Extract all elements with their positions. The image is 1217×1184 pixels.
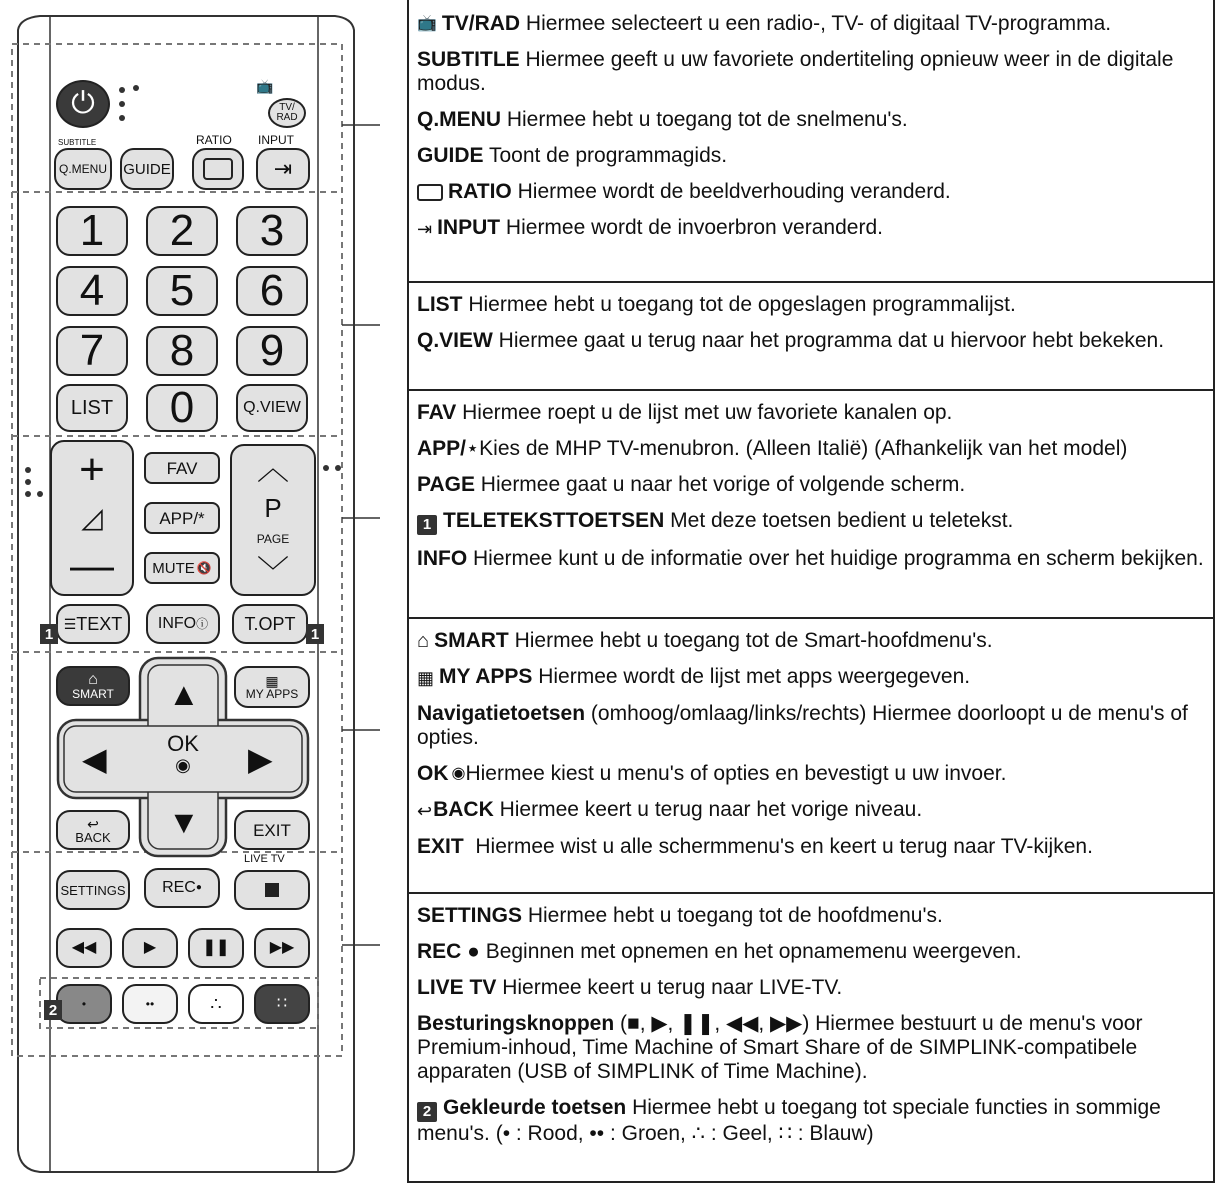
guide-button[interactable]: GUIDE bbox=[120, 148, 174, 190]
entry-input: ⇥ INPUT Hiermee wordt de invoerbron veranderd. bbox=[417, 216, 883, 240]
nav-down-button[interactable]: ▼ bbox=[168, 804, 200, 840]
volume-rocker[interactable] bbox=[50, 440, 134, 596]
record-dot-icon: ● bbox=[195, 882, 202, 893]
mute-icon: 🔇 bbox=[196, 561, 212, 575]
ratio-icon bbox=[417, 184, 443, 201]
app-button[interactable]: APP/* bbox=[144, 502, 220, 534]
entry-exit: EXIT Hiermee wist u alle schermmenu's en keert u terug naar TV-kijken. bbox=[417, 834, 1093, 858]
entry-ok: OK ◉Hiermee kiest u menu's of opties en bevestigt u uw invoer. bbox=[417, 761, 1007, 785]
rewind-icon: ◀◀ bbox=[71, 939, 97, 956]
settings-button[interactable]: SETTINGS bbox=[56, 870, 130, 910]
input-icon: ⇥ bbox=[273, 156, 293, 181]
tv-radio-button[interactable]: TV/ RAD bbox=[268, 98, 306, 128]
text-icon: ☰ bbox=[63, 616, 77, 632]
fast-forward-icon: ▶▶ bbox=[269, 939, 295, 956]
back-label: BACK bbox=[75, 829, 111, 845]
chevron-up-icon: ︿ bbox=[256, 449, 289, 486]
color-keys-marker: 2 bbox=[44, 1000, 62, 1020]
section-list-buttons bbox=[409, 283, 1213, 391]
yellow-button[interactable] bbox=[188, 984, 244, 1024]
grid-icon: ▦ bbox=[265, 673, 279, 689]
stop-icon bbox=[265, 883, 279, 897]
mute-button[interactable] bbox=[144, 552, 220, 584]
blue-button[interactable] bbox=[254, 984, 310, 1024]
subtitle-label: SUBTITLE bbox=[58, 138, 97, 147]
two-dots-icon: •• bbox=[145, 997, 155, 1011]
back-icon: ↩ bbox=[417, 800, 433, 821]
teletext-marker-left: 1 bbox=[40, 624, 58, 644]
back-button[interactable] bbox=[56, 810, 130, 850]
entry-subtitle: SUBTITLE Hiermee geeft u uw favoriete ondertiteling opnieuw weer in de digitale modus. bbox=[417, 48, 1174, 96]
rec-label: REC bbox=[162, 879, 196, 896]
power-icon: ⏻ bbox=[71, 87, 95, 120]
ratio-icon bbox=[203, 158, 233, 180]
ratio-label: RATIO bbox=[196, 133, 232, 147]
digit-8-button[interactable]: 8 bbox=[146, 326, 218, 376]
pause-icon: ❚❚ bbox=[202, 939, 230, 956]
one-dot-icon: • bbox=[81, 997, 87, 1011]
ratio-button[interactable] bbox=[192, 148, 244, 190]
red-button[interactable] bbox=[56, 984, 112, 1024]
nav-right-button[interactable]: ▶ bbox=[248, 741, 273, 777]
three-dots-icon: ∴ bbox=[210, 994, 222, 1014]
four-dots-icon: ∷ bbox=[276, 995, 288, 1012]
entry-color-keys: 2 Gekleurde toetsen Hiermee hebt u toegang tot speciale functies in sommige menu's. (• : Rood, •• : Groen, ∴ : Geel, ∷ : Blauw) bbox=[417, 1096, 1161, 1145]
digit-0-button[interactable]: 0 bbox=[146, 384, 218, 432]
info-label: INFO bbox=[157, 615, 197, 632]
home-icon: ⌂ bbox=[88, 671, 98, 688]
topt-button[interactable]: T.OPT bbox=[232, 604, 308, 644]
entry-control-buttons: Besturingsknoppen (■, ▶, ❚❚, ◀◀, ▶▶) Hiermee bestuurt u de menu's voor Premium-inhoud, Time Machine of Smart Share of de SIMPLINK-compatibele apparaten (USB of SIMPLINK of Time Machine). bbox=[417, 1012, 1143, 1083]
my-apps-button[interactable] bbox=[234, 666, 310, 708]
digit-6-button[interactable]: 6 bbox=[236, 266, 308, 316]
rec-button[interactable] bbox=[144, 868, 220, 908]
power-button[interactable] bbox=[56, 80, 110, 128]
play-icon: ▶ bbox=[143, 939, 157, 956]
digit-9-button[interactable]: 9 bbox=[236, 326, 308, 376]
entry-my-apps: ▦ MY APPS Hiermee wordt de lijst met apps weergegeven. bbox=[417, 665, 971, 689]
smart-label: SMART bbox=[72, 687, 114, 701]
tv-radio-icon: 📺 bbox=[417, 15, 437, 33]
home-icon: ⌂ bbox=[417, 630, 430, 653]
fav-button[interactable]: FAV bbox=[144, 452, 220, 484]
input-label: INPUT bbox=[258, 133, 294, 147]
list-button[interactable]: LIST bbox=[56, 384, 128, 432]
description-table bbox=[407, 0, 1215, 1183]
entry-fav: FAV Hiermee roept u de lijst met uw favoriete kanalen op. bbox=[417, 401, 953, 424]
nav-up-button[interactable]: ▲ bbox=[168, 676, 200, 712]
entry-settings: SETTINGS Hiermee hebt u toegang tot de hoofdmenu's. bbox=[417, 904, 943, 927]
ok-icon: ◉ bbox=[175, 755, 191, 775]
entry-smart: ⌂ SMART Hiermee hebt u toegang tot de Smart-hoofdmenu's. bbox=[417, 629, 993, 653]
entry-qview: Q.VIEW Hiermee gaat u terug naar het programma dat u hiervoor hebt bekeken. bbox=[417, 329, 1165, 352]
entry-tvrad: 📺 TV/RAD Hiermee selecteert u een radio-, TV- of digitaal TV-programma. bbox=[417, 12, 1112, 35]
play-button[interactable] bbox=[122, 928, 178, 968]
green-button[interactable] bbox=[122, 984, 178, 1024]
remote-illustration bbox=[0, 0, 380, 1184]
digit-7-button[interactable]: 7 bbox=[56, 326, 128, 376]
volume-icon: ◿ bbox=[81, 502, 103, 533]
teletext-badge: 1 bbox=[417, 515, 437, 535]
entry-navigation: Navigatietoetsen (omhoog/omlaag/links/rechts) Hiermee doorloopt u de menu's of opties. bbox=[417, 701, 1188, 749]
smart-button[interactable] bbox=[56, 666, 130, 706]
section-top-buttons bbox=[409, 0, 1213, 283]
my-apps-label: MY APPS bbox=[245, 687, 299, 701]
section-bottom-buttons bbox=[409, 894, 1213, 1152]
grid-icon: ▦ bbox=[417, 667, 435, 688]
pause-button[interactable] bbox=[188, 928, 244, 968]
info-icon: ⓘ bbox=[196, 617, 209, 631]
digit-1-button[interactable]: 1 bbox=[56, 206, 128, 256]
section-navigation-buttons bbox=[409, 619, 1213, 894]
chevron-down-icon: ﹀ bbox=[256, 554, 289, 591]
ok-button[interactable] bbox=[160, 731, 206, 775]
page-rocker[interactable] bbox=[230, 444, 316, 596]
entry-ratio: RATIO Hiermee wordt de beeldverhouding veranderd. bbox=[417, 174, 1207, 210]
digit-5-button[interactable]: 5 bbox=[146, 266, 218, 316]
digit-4-button[interactable]: 4 bbox=[56, 266, 128, 316]
digit-2-button[interactable]: 2 bbox=[146, 206, 218, 256]
entry-guide: GUIDE Toont de programmagids. bbox=[417, 144, 728, 168]
entry-info: INFO Hiermee kunt u de informatie over het huidige programma en scherm bekijken. bbox=[417, 547, 1204, 570]
entry-app: APP/⋆Kies de MHP TV-menubron. (Alleen Italië) (Afhankelijk van het model) bbox=[417, 437, 1128, 460]
digit-3-button[interactable]: 3 bbox=[236, 206, 308, 256]
entry-teletext: 1 TELETEKSTTOETSEN Met deze toetsen bedient u teletekst. bbox=[417, 503, 1207, 541]
entry-rec: REC ● Beginnen met opnemen en het opnamemenu weergeven. bbox=[417, 940, 1022, 963]
info-button[interactable] bbox=[146, 604, 220, 644]
teletext-marker-right: 1 bbox=[306, 624, 324, 644]
input-button[interactable] bbox=[256, 148, 310, 190]
page-p-label: P bbox=[264, 493, 282, 524]
mute-label: MUTE bbox=[152, 559, 195, 577]
text-button[interactable] bbox=[56, 604, 130, 644]
entry-qmenu: Q.MENU Hiermee hebt u toegang tot de snelmenu's. bbox=[417, 108, 908, 132]
volume-down-icon: — bbox=[70, 541, 114, 590]
live-tv-button[interactable] bbox=[234, 870, 310, 910]
qview-button[interactable]: Q.VIEW bbox=[236, 384, 308, 432]
tv-radio-icon: 📺 bbox=[256, 78, 274, 94]
ok-label: OK bbox=[167, 731, 199, 756]
qmenu-button[interactable]: Q.MENU bbox=[54, 148, 112, 190]
color-keys-badge: 2 bbox=[417, 1102, 437, 1122]
entry-list: LIST Hiermee hebt u toegang tot de opgeslagen programmalijst. bbox=[417, 293, 1016, 316]
text-label: TEXT bbox=[76, 614, 123, 634]
back-icon: ↩ bbox=[87, 815, 99, 832]
rewind-button[interactable] bbox=[56, 928, 112, 968]
entry-back: ↩BACK Hiermee keert u terug naar het vorige niveau. bbox=[417, 798, 923, 822]
entry-page: PAGE Hiermee gaat u naar het vorige of volgende scherm. bbox=[417, 473, 966, 496]
live-tv-label: LIVE TV bbox=[244, 853, 285, 865]
fast-forward-button[interactable] bbox=[254, 928, 310, 968]
input-icon: ⇥ bbox=[417, 218, 433, 239]
exit-button[interactable]: EXIT bbox=[234, 810, 310, 850]
entry-live-tv: LIVE TV Hiermee keert u terug naar LIVE-TV. bbox=[417, 976, 843, 999]
nav-left-button[interactable]: ◀ bbox=[82, 741, 107, 777]
section-middle-buttons bbox=[409, 391, 1213, 619]
page-label: PAGE bbox=[256, 531, 290, 546]
volume-up-icon: + bbox=[79, 445, 105, 494]
ok-icon: ◉ bbox=[451, 765, 466, 783]
